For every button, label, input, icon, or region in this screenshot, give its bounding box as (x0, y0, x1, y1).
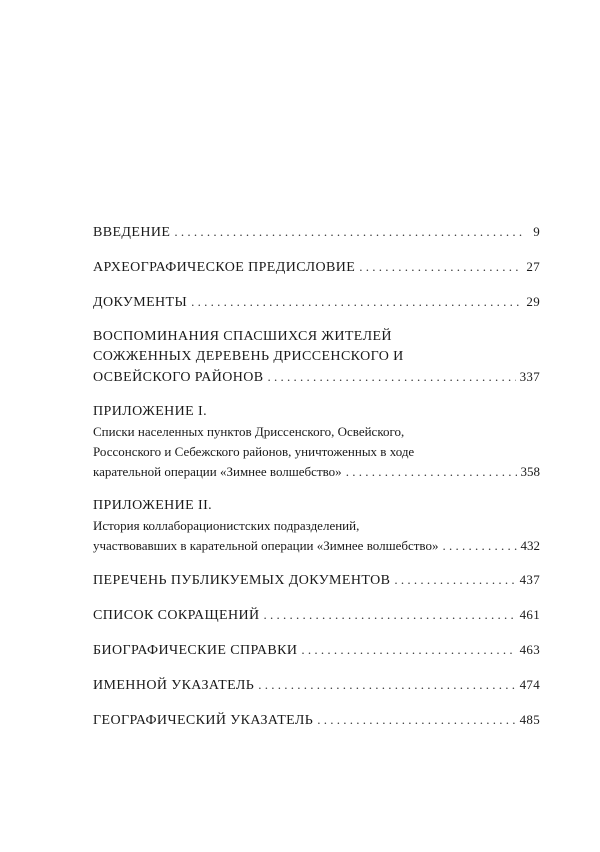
toc-leader-dots (317, 710, 515, 730)
toc-entry-title: АРХЕОГРАФИЧЕСКОЕ ПРЕДИСЛОВИЕ (93, 260, 356, 275)
toc-page-number: 474 (519, 677, 540, 692)
toc-entry-subtitle-line: Списки населенных пунктов Дриссенского, Освейского, (93, 424, 405, 439)
toc-entry-appendix-2[interactable] (93, 496, 540, 556)
toc-page-number: 432 (520, 538, 540, 553)
toc-leader-dots (258, 675, 515, 695)
toc-entry-title: ВВЕДЕНИЕ (93, 225, 171, 240)
toc-entry-title: ОСВЕЙСКОГО РАЙОНОВ (93, 370, 264, 385)
toc-entry-title: БИОГРАФИЧЕСКИЕ СПРАВКИ (93, 643, 298, 658)
toc-entry-biographies[interactable] (93, 640, 540, 661)
toc-page-number: 461 (519, 607, 540, 622)
toc-entry-documents[interactable] (93, 292, 540, 313)
toc-page-number: 463 (519, 642, 540, 657)
toc-leader-dots (174, 222, 526, 242)
toc-entry-title: ГЕОГРАФИЧЕСКИЙ УКАЗАТЕЛЬ (93, 713, 314, 728)
toc-entry-subtitle-line: Россонского и Себежского районов, уничтоженных в ходе (93, 444, 415, 459)
toc-leader-dots (301, 640, 515, 660)
toc-page-number: 27 (526, 259, 540, 274)
toc-page-number: 9 (533, 224, 540, 239)
toc-page-number: 437 (519, 572, 540, 587)
toc-page-number: 337 (519, 369, 540, 384)
toc-leader-dots (268, 367, 516, 387)
toc-entry-title-line: СОЖЖЕННЫХ ДЕРЕВЕНЬ ДРИССЕНСКОГО И (93, 349, 404, 364)
toc-entry-title: участвовавших в карательной операции «Зимнее волшебство» (93, 538, 439, 553)
toc-leader-dots (442, 536, 516, 556)
toc-entry-geographic-index[interactable] (93, 710, 540, 731)
toc-page-number: 485 (519, 712, 540, 727)
toc-entry-document-list[interactable] (93, 570, 540, 591)
toc-entry-title: ДОКУМЕНТЫ (93, 295, 188, 310)
toc-entry-appendix-1[interactable] (93, 402, 540, 482)
toc-entry-archeographic-preface[interactable] (93, 257, 540, 278)
toc-entry-title: ИМЕННОЙ УКАЗАТЕЛЬ (93, 678, 255, 693)
toc-leader-dots (394, 570, 515, 590)
toc-entry-subtitle-line: История коллаборационистских подразделений, (93, 518, 360, 533)
toc-entry-title: СПИСОК СОКРАЩЕНИЙ (93, 608, 260, 623)
toc-entry-abbreviations[interactable] (93, 605, 540, 626)
toc-leader-dots (359, 257, 522, 277)
table-of-contents (93, 222, 540, 745)
toc-entry-title-line: ВОСПОМИНАНИЯ СПАСШИХСЯ ЖИТЕЛЕЙ (93, 329, 392, 344)
toc-entry-title: ПЕРЕЧЕНЬ ПУБЛИКУЕМЫХ ДОКУМЕНТОВ (93, 573, 391, 588)
toc-entry-heading: ПРИЛОЖЕНИЕ II. (93, 498, 213, 513)
toc-leader-dots (264, 605, 516, 625)
toc-entry-memoirs[interactable] (93, 327, 540, 388)
toc-entry-introduction[interactable] (93, 222, 540, 243)
toc-leader-dots (191, 292, 522, 312)
toc-entry-title: карательной операции «Зимнее волшебство» (93, 464, 342, 479)
toc-page-number: 358 (520, 464, 540, 479)
toc-leader-dots (346, 462, 517, 482)
toc-page-number: 29 (526, 294, 540, 309)
toc-entry-heading: ПРИЛОЖЕНИЕ I. (93, 404, 207, 419)
toc-entry-name-index[interactable] (93, 675, 540, 696)
